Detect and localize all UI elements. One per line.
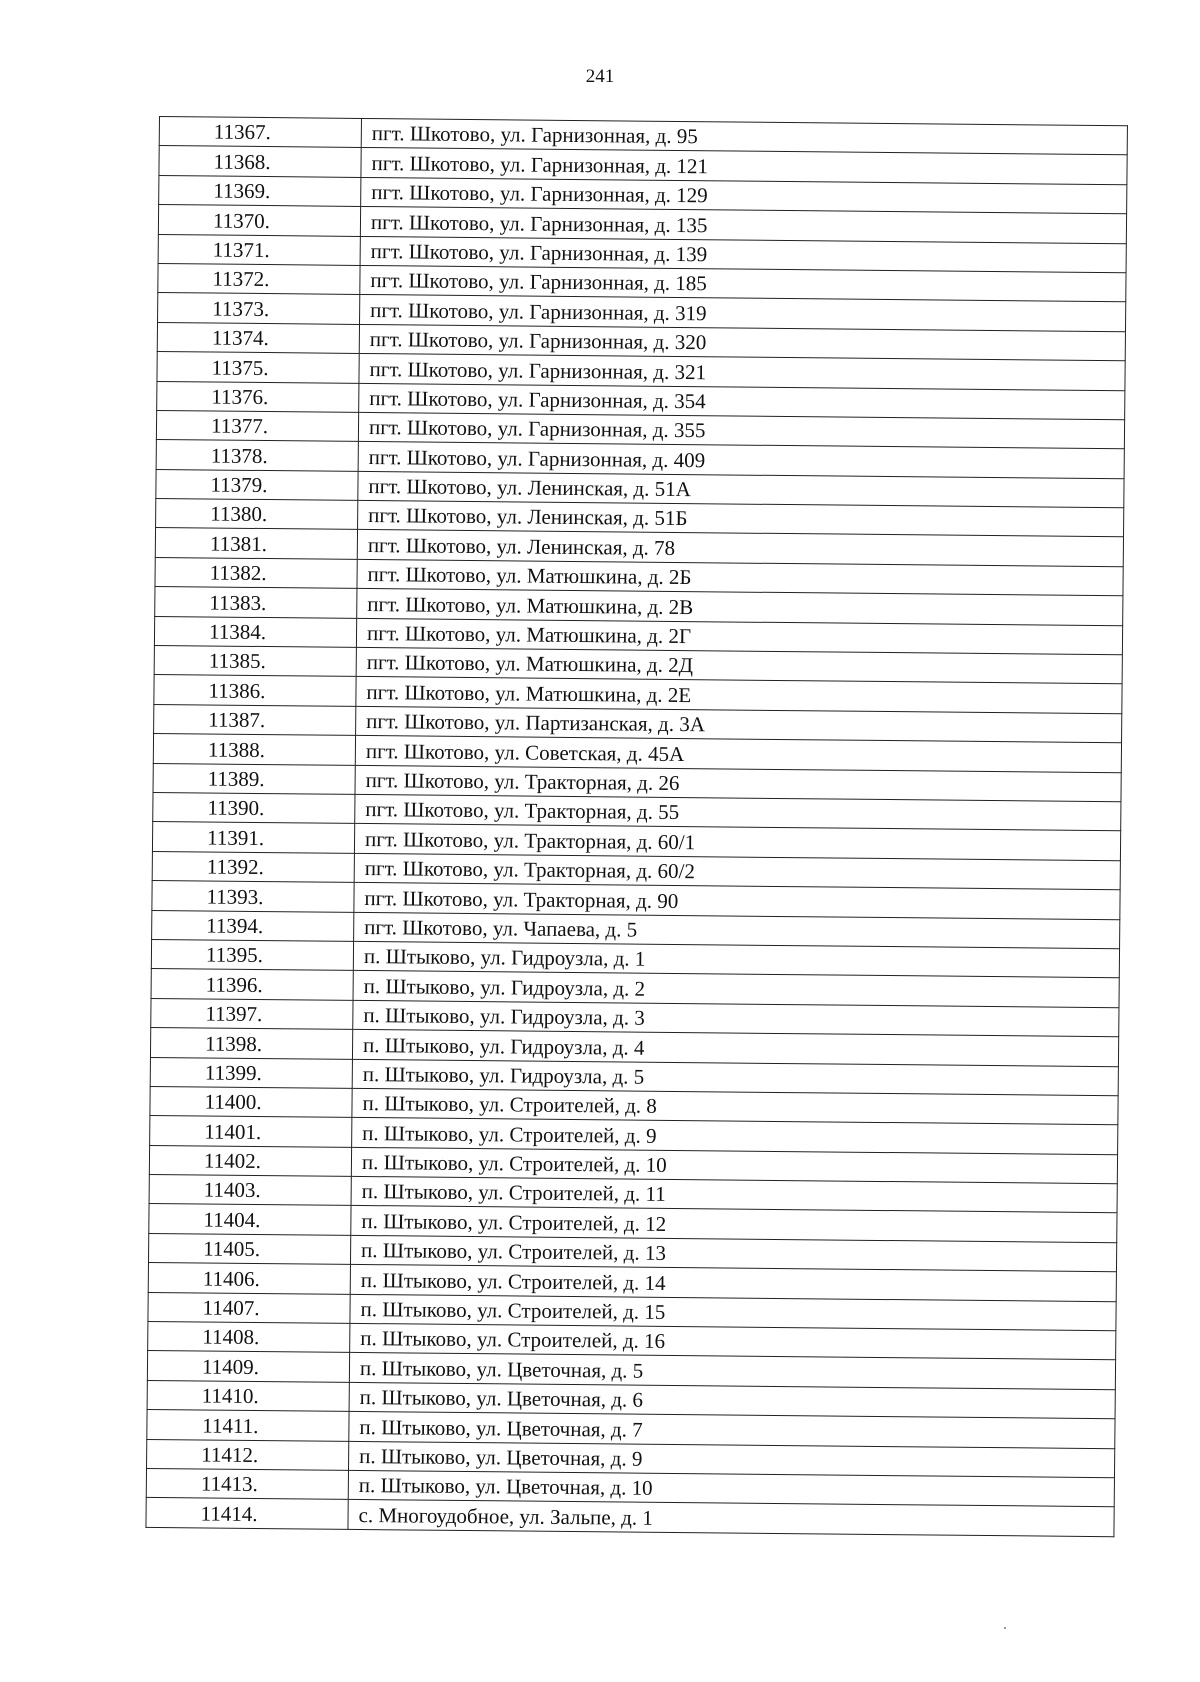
- address-cell: пгт. Шкотово, ул. Матюшкина, д. 2Д: [356, 647, 1122, 684]
- row-number-cell: 11386.: [154, 675, 356, 706]
- address-cell: п. Штыково, ул. Строителей, д. 15: [350, 1294, 1116, 1331]
- row-number-cell: 11412.: [147, 1439, 349, 1470]
- address-cell: пгт. Шкотово, ул. Тракторная, д. 60/2: [354, 853, 1120, 890]
- address-cell: пгт. Шкотово, ул. Ленинская, д. 51А: [358, 471, 1124, 508]
- row-number-cell: 11375.: [157, 352, 359, 383]
- address-cell: п. Штыково, ул. Строителей, д. 10: [351, 1147, 1117, 1184]
- address-cell: пгт. Шкотово, ул. Матюшкина, д. 2Е: [356, 677, 1122, 714]
- row-number-cell: 11403.: [149, 1175, 351, 1206]
- row-number-cell: 11401.: [150, 1116, 352, 1147]
- row-number-cell: 11379.: [156, 469, 358, 500]
- address-cell: пгт. Шкотово, ул. Гарнизонная, д. 409: [358, 442, 1124, 479]
- address-cell: п. Штыково, ул. Цветочная, д. 6: [349, 1382, 1115, 1419]
- row-number-cell: 11409.: [147, 1351, 349, 1382]
- address-cell: с. Многоудобное, ул. Зальпе, д. 1: [348, 1500, 1114, 1537]
- address-cell: п. Штыково, ул. Строителей, д. 11: [351, 1176, 1117, 1213]
- row-number-cell: 11407.: [148, 1292, 350, 1323]
- address-cell: пгт. Шкотово, ул. Матюшкина, д. 2Г: [356, 618, 1122, 655]
- address-cell: п. Штыково, ул. Гидроузла, д. 3: [353, 1000, 1119, 1037]
- address-cell: п. Штыково, ул. Строителей, д. 14: [350, 1265, 1116, 1302]
- row-number-cell: 11382.: [155, 557, 357, 588]
- row-number-cell: 11408.: [148, 1321, 350, 1352]
- address-cell: пгт. Шкотово, ул. Тракторная, д. 55: [355, 794, 1121, 831]
- row-number-cell: 11378.: [156, 440, 358, 471]
- address-cell: пгт. Шкотово, ул. Гарнизонная, д. 320: [359, 324, 1125, 361]
- address-cell: пгт. Шкотово, ул. Матюшкина, д. 2В: [357, 589, 1123, 626]
- address-cell: пгт. Шкотово, ул. Гарнизонная, д. 121: [361, 148, 1127, 185]
- row-number-cell: 11367.: [159, 117, 361, 148]
- address-cell: пгт. Шкотово, ул. Гарнизонная, д. 129: [361, 177, 1127, 214]
- row-number-cell: 11393.: [152, 881, 354, 912]
- address-cell: п. Штыково, ул. Строителей, д. 12: [351, 1206, 1117, 1243]
- row-number-cell: 11395.: [151, 939, 353, 970]
- row-number-cell: 11381.: [155, 528, 357, 559]
- address-cell: п. Штыково, ул. Цветочная, д. 9: [349, 1441, 1115, 1478]
- row-number-cell: 11392.: [152, 851, 354, 882]
- address-cell: пгт. Шкотово, ул. Советская, д. 45А: [355, 736, 1121, 773]
- address-cell: пгт. Шкотово, ул. Ленинская, д. 78: [357, 530, 1123, 567]
- address-cell: п. Штыково, ул. Цветочная, д. 7: [349, 1412, 1115, 1449]
- row-number-cell: 11390.: [153, 792, 355, 823]
- address-cell: пгт. Шкотово, ул. Ленинская, д. 51Б: [358, 501, 1124, 538]
- address-cell: п. Штыково, ул. Строителей, д. 13: [350, 1235, 1116, 1272]
- row-number-cell: 11387.: [154, 704, 356, 735]
- address-cell: пгт. Шкотово, ул. Тракторная, д. 90: [354, 883, 1120, 920]
- address-cell: п. Штыково, ул. Гидроузла, д. 1: [353, 941, 1119, 978]
- row-number-cell: 11380.: [156, 499, 358, 530]
- row-number-cell: 11388.: [153, 734, 355, 765]
- row-number-cell: 11400.: [150, 1086, 352, 1117]
- address-cell: пгт. Шкотово, ул. Тракторная, д. 60/1: [354, 824, 1120, 861]
- row-number-cell: 11372.: [158, 263, 360, 294]
- address-cell: п. Штыково, ул. Строителей, д. 8: [352, 1088, 1118, 1125]
- row-number-cell: 11413.: [146, 1468, 348, 1499]
- row-number-cell: 11369.: [159, 175, 361, 206]
- page-number: 241: [585, 66, 615, 87]
- row-number-cell: 11391.: [152, 822, 354, 853]
- address-cell: п. Штыково, ул. Гидроузла, д. 2: [353, 971, 1119, 1008]
- address-cell: пгт. Шкотово, ул. Гарнизонная, д. 185: [360, 265, 1126, 302]
- address-cell: п. Штыково, ул. Строителей, д. 16: [350, 1323, 1116, 1360]
- row-number-cell: 11396.: [151, 969, 353, 1000]
- address-cell: пгт. Шкотово, ул. Чапаева, д. 5: [354, 912, 1120, 949]
- row-number-cell: 11384.: [154, 616, 356, 647]
- row-number-cell: 11405.: [148, 1233, 350, 1264]
- address-cell: пгт. Шкотово, ул. Гарнизонная, д. 95: [361, 118, 1127, 155]
- row-number-cell: 11368.: [159, 146, 361, 177]
- row-number-cell: 11414.: [146, 1498, 348, 1529]
- address-table-body: [146, 117, 1127, 1537]
- row-number-cell: 11374.: [157, 322, 359, 353]
- address-cell: п. Штыково, ул. Цветочная, д. 10: [348, 1470, 1114, 1507]
- address-cell: п. Штыково, ул. Строителей, д. 9: [352, 1118, 1118, 1155]
- row-number-cell: 11370.: [158, 205, 360, 236]
- address-cell: пгт. Шкотово, ул. Гарнизонная, д. 321: [359, 354, 1125, 391]
- address-cell: пгт. Шкотово, ул. Партизанская, д. 3А: [356, 706, 1122, 743]
- row-number-cell: 11411.: [147, 1410, 349, 1441]
- row-number-cell: 11394.: [152, 910, 354, 941]
- address-cell: пгт. Шкотово, ул. Гарнизонная, д. 355: [358, 412, 1124, 449]
- row-number-cell: 11397.: [151, 998, 353, 1029]
- row-number-cell: 11377.: [156, 410, 358, 441]
- address-cell: п. Штыково, ул. Цветочная, д. 5: [349, 1353, 1115, 1390]
- address-cell: пгт. Шкотово, ул. Тракторная, д. 26: [355, 765, 1121, 802]
- row-number-cell: 11371.: [158, 234, 360, 265]
- scan-artifact: [1004, 1627, 1006, 1629]
- address-cell: п. Штыково, ул. Гидроузла, д. 4: [352, 1030, 1118, 1067]
- row-number-cell: 11383.: [155, 587, 357, 618]
- address-table: [145, 116, 1128, 1537]
- row-number-cell: 11406.: [148, 1263, 350, 1294]
- address-cell: пгт. Шкотово, ул. Гарнизонная, д. 354: [359, 383, 1125, 420]
- address-cell: пгт. Шкотово, ул. Гарнизонная, д. 135: [360, 207, 1126, 244]
- row-number-cell: 11402.: [149, 1145, 351, 1176]
- row-number-cell: 11376.: [157, 381, 359, 412]
- row-number-cell: 11373.: [158, 293, 360, 324]
- address-cell: пгт. Шкотово, ул. Гарнизонная, д. 319: [360, 295, 1126, 332]
- row-number-cell: 11389.: [153, 763, 355, 794]
- row-number-cell: 11404.: [149, 1204, 351, 1235]
- address-cell: п. Штыково, ул. Гидроузла, д. 5: [352, 1059, 1118, 1096]
- address-cell: пгт. Шкотово, ул. Матюшкина, д. 2Б: [357, 559, 1123, 596]
- row-number-cell: 11399.: [150, 1057, 352, 1088]
- row-number-cell: 11385.: [154, 646, 356, 677]
- row-number-cell: 11398.: [150, 1028, 352, 1059]
- row-number-cell: 11410.: [147, 1380, 349, 1411]
- address-cell: пгт. Шкотово, ул. Гарнизонная, д. 139: [360, 236, 1126, 273]
